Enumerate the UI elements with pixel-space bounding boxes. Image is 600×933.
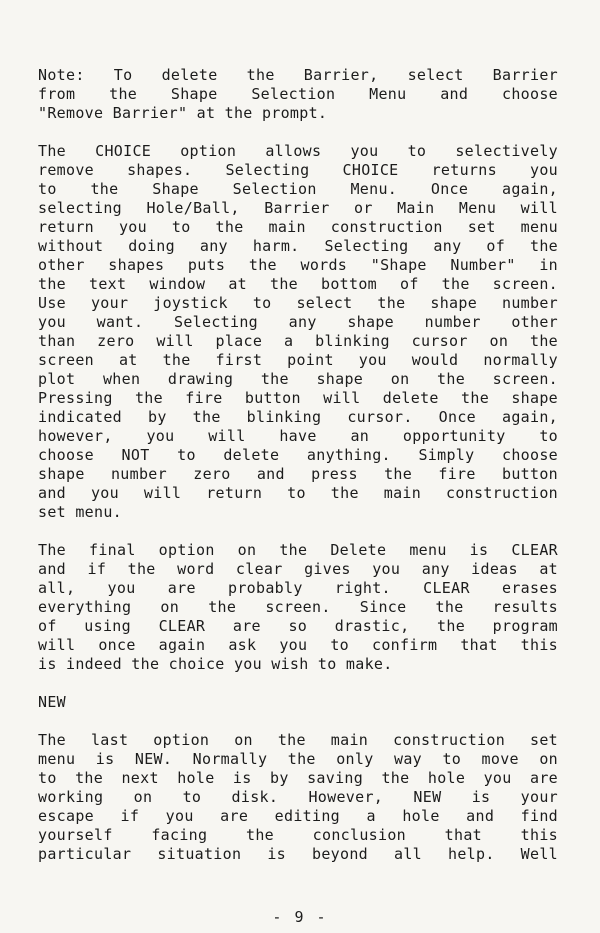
text-line: from the Shape Selection Menu and choose — [38, 85, 558, 103]
text-line: The CHOICE option allows you to selectively — [38, 142, 558, 160]
text-line: selecting Hole/Ball, Barrier or Main Menu will — [38, 199, 558, 217]
text-line: everything on the screen. Since the results — [38, 598, 558, 616]
text-line: all, you are probably right. CLEAR erases — [38, 579, 558, 597]
text-line: and you will return to the main construction — [38, 484, 558, 502]
page-number: - 9 - — [272, 908, 328, 926]
text-line: of using CLEAR are so drastic, the program — [38, 617, 558, 635]
text-line: screen at the first point you would normally — [38, 351, 558, 369]
paragraph-choice-option — [38, 142, 558, 522]
text-line: is indeed the choice you wish to make. — [38, 655, 393, 673]
text-line: the text window at the bottom of the screen. — [38, 275, 558, 293]
text-line: The last option on the main construction set — [38, 731, 558, 749]
text-line: Use your joystick to select the shape number — [38, 294, 558, 312]
text-line: set menu. — [38, 503, 122, 521]
text-line: indicated by the blinking cursor. Once again, — [38, 408, 558, 426]
text-line: other shapes puts the words "Shape Number" in — [38, 256, 558, 274]
text-line: plot when drawing the shape on the screen. — [38, 370, 558, 388]
text-line: "Remove Barrier" at the prompt. — [38, 104, 328, 122]
text-line: escape if you are editing a hole and find — [38, 807, 558, 825]
text-line: Note: To delete the Barrier, select Barrier — [38, 66, 558, 84]
section-heading-new: NEW — [38, 693, 66, 711]
text-line: to the next hole is by saving the hole you are — [38, 769, 558, 787]
paragraph-barrier-note — [38, 66, 558, 123]
paragraph-new-option — [38, 731, 558, 864]
text-line: working on to disk. However, NEW is your — [38, 788, 558, 806]
text-line: remove shapes. Selecting CHOICE returns you — [38, 161, 558, 179]
text-line: shape number zero and press the fire button — [38, 465, 558, 483]
text-line: and if the word clear gives you any ideas at — [38, 560, 558, 578]
text-line: without doing any harm. Selecting any of the — [38, 237, 558, 255]
text-line: to the Shape Selection Menu. Once again, — [38, 180, 558, 198]
text-line: yourself facing the conclusion that this — [38, 826, 558, 844]
text-line: menu is NEW. Normally the only way to move on — [38, 750, 558, 768]
text-line: will once again ask you to confirm that this — [38, 636, 558, 654]
text-line: return you to the main construction set menu — [38, 218, 558, 236]
text-line: than zero will place a blinking cursor on the — [38, 332, 558, 350]
text-line: The final option on the Delete menu is CLEAR — [38, 541, 558, 559]
text-line: choose NOT to delete anything. Simply choose — [38, 446, 558, 464]
paragraph-clear-option — [38, 541, 558, 674]
text-line: however, you will have an opportunity to — [38, 427, 558, 445]
text-line: Pressing the fire button will delete the shape — [38, 389, 558, 407]
document-page — [38, 66, 558, 883]
text-line: particular situation is beyond all help. Well — [38, 845, 558, 863]
text-line: you want. Selecting any shape number other — [38, 313, 558, 331]
